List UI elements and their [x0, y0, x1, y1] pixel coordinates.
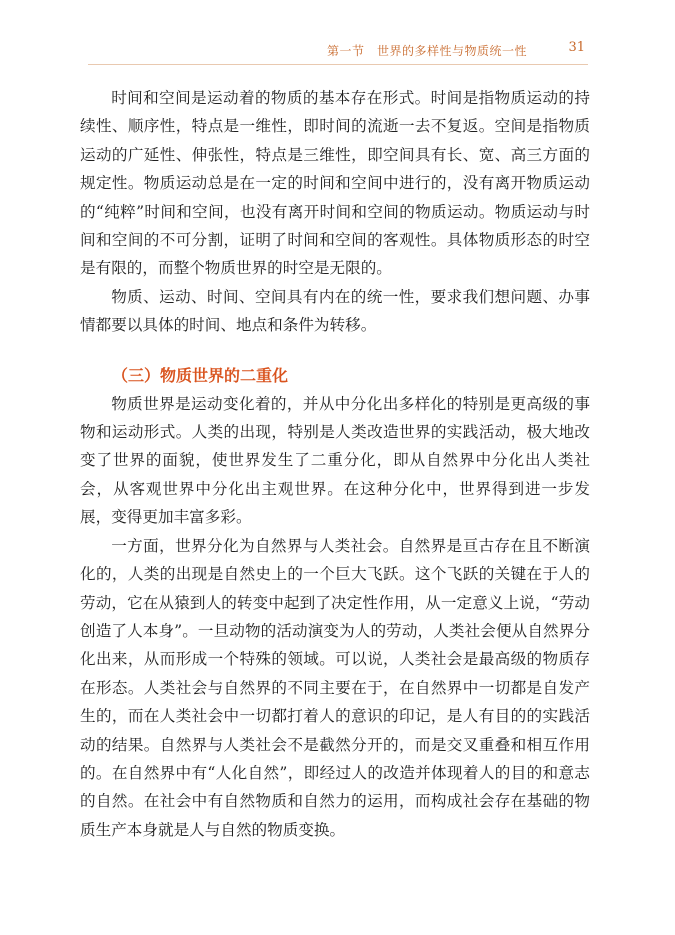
paragraph-time-space: 时间和空间是运动着的物质的基本存在形式。时间是指物质运动的持续性、顺序性，特点是一维性，即时间的流逝一去不复返。空间是指物质运动的广延性、伸张性，特点是三维性，即空间具有长、宽、高三方面的规定性。物质运动总是在一定的时间和空间中进行的，没有离开物质运动的“纯粹”时间和空间，也没有离开时间和空间的物质运动。物质运动与时间和空间的不可分割，证明了时间和空间的客观性。具体物质形态的时空是有限的，而整个物质世界的时空是无限的。 — [80, 89, 590, 278]
section-heading: （三）物质世界的二重化 — [112, 365, 289, 385]
chapter-section-title: 第一节 世界的多样性与物质统一性 — [326, 44, 527, 58]
page-number: 31 — [568, 40, 585, 55]
header-divider — [88, 64, 588, 65]
paragraph-unity: 物质、运动、时间、空间具有内在的统一性，要求我们想问题、办事情都要以具体的时间、地点和条件为转移。 — [80, 287, 590, 335]
running-header — [0, 40, 675, 60]
paragraph-nature-society: 一方面，世界分化为自然界与人类社会。自然界是亘古存在且不断演化的，人类的出现是自然史上的一个巨大飞跃。这个飞跃的关键在于人的劳动，它在从猿到人的转变中起到了决定性作用，从一定意义上说，“劳动创造了人本身”。一旦动物的活动演变为人的劳动，人类社会便从自然界分化出来，从而形成一个特殊的领域。可以说，人类社会是最高级的物质存在形态。人类社会与自然界的不同主要在于，在自然界中一切都是自发产生的，而在人类社会中一切都打着人的意识的印记，是人有目的的实践活动的结果。自然界与人类社会不是截然分开的，而是交叉重叠和相互作用的。在自然界中有“人化自然”，即经过人的改造并体现着人的目的和意志的自然。在社会中有自然物质和自然力的运用，而构成社会存在基础的物质生产本身就是人与自然的物质变换。 — [80, 536, 590, 839]
page-body — [80, 84, 590, 844]
paragraph-duality: 物质世界是运动变化着的，并从中分化出多样化的特别是更高级的事物和运动形式。人类的出现，特别是人类改造世界的实践活动，极大地改变了世界的面貌，使世界发生了二重分化，即从自然界中分化出人类社会，从客观世界中分化出主观世界。在这种分化中，世界得到进一步发展，变得更加丰富多彩。 — [80, 394, 590, 527]
